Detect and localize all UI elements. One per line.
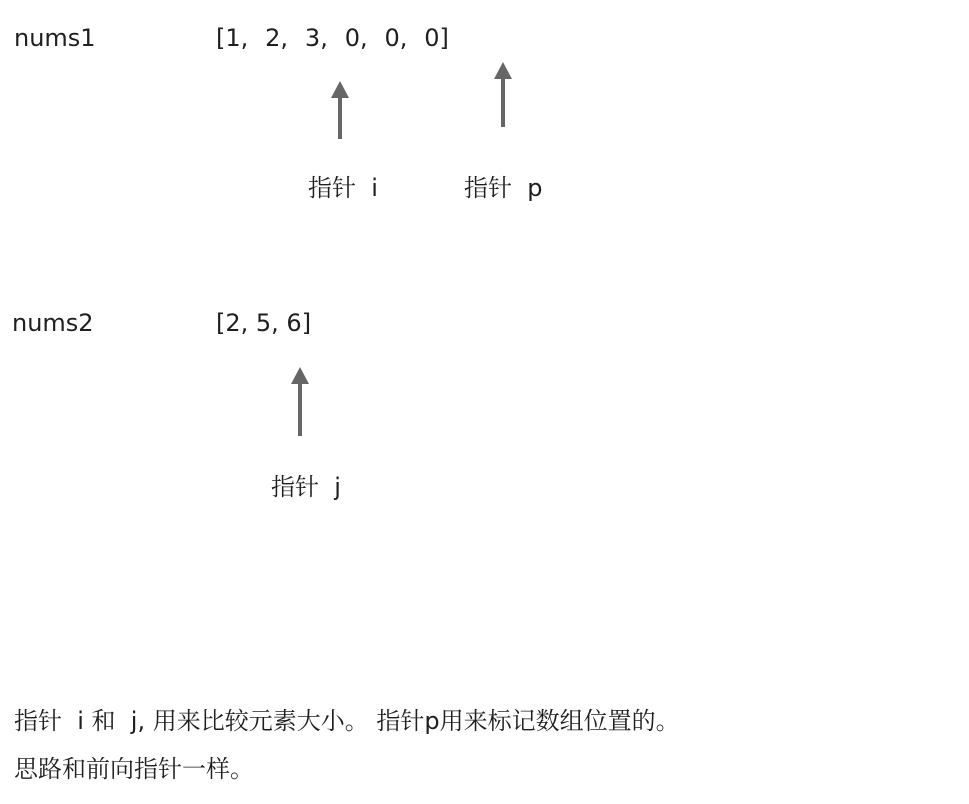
nums2-label: nums2 bbox=[12, 309, 94, 337]
pointer-p-arrow-head bbox=[494, 62, 512, 79]
pointer-i-arrow-head bbox=[331, 81, 349, 98]
pointer-i-label: 指针 i bbox=[308, 174, 378, 202]
pointer-p-label: 指针 p bbox=[464, 174, 543, 202]
note-line-2: 思路和前向指针一样。 bbox=[14, 755, 254, 783]
pointer-j-arrow-head bbox=[291, 367, 309, 384]
nums2-array: [2, 5, 6] bbox=[216, 309, 312, 337]
nums1-array: [1, 2, 3, 0, 0, 0] bbox=[216, 24, 449, 52]
nums1-label: nums1 bbox=[14, 24, 96, 52]
pointer-j-label: 指针 j bbox=[271, 473, 341, 501]
note-line-1: 指针 i 和 j, 用来比较元素大小。 指针p用来标记数组位置的。 bbox=[14, 707, 680, 735]
